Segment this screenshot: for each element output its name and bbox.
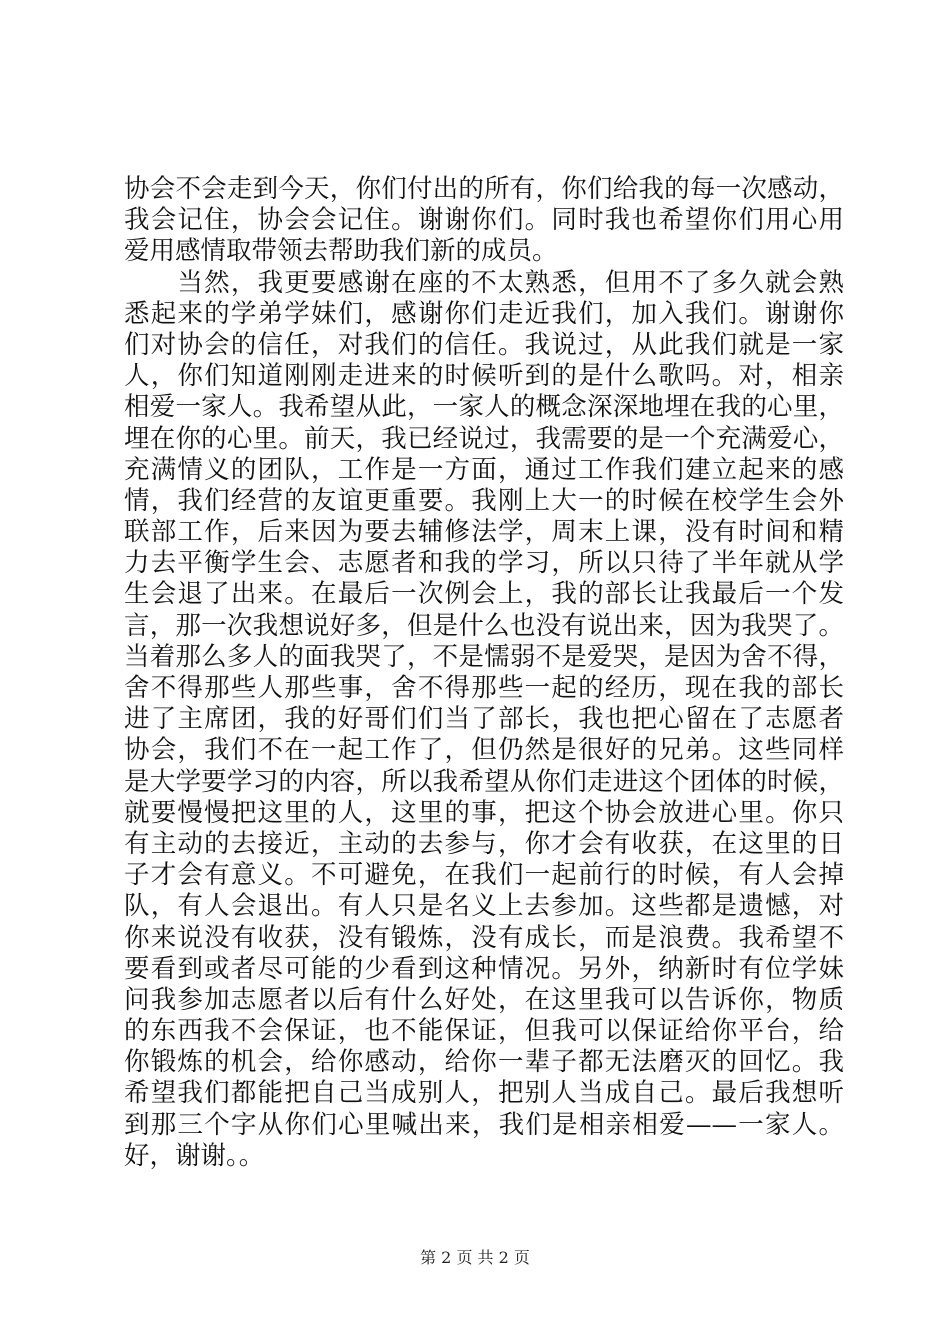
page-footer: 第 2 页 共 2 页 xyxy=(420,1248,530,1267)
text-line: 相爱一家人。我希望从此，一家人的概念深深地埋在我的心里， xyxy=(124,392,844,423)
text-line: 到那三个字从你们心里喊出来，我们是相亲相爱——一家人。 xyxy=(124,1109,844,1140)
text-line: 舍不得那些人那些事，舍不得那些一起的经历，现在我的部长 xyxy=(124,673,844,703)
text-line: 协会不会走到今天，你们付出的所有，你们给我的每一次感动， xyxy=(124,174,844,204)
text-line: 爱用感情取带领去帮助我们新的成员。 xyxy=(124,236,558,267)
text-line: 当然，我更要感谢在座的不太熟悉，但用不了多久就会熟 xyxy=(124,267,844,298)
text-line: 悉起来的学弟学妹们，感谢你们走近我们，加入我们。谢谢你 xyxy=(124,298,844,329)
text-line: 有主动的去接近，主动的去参与，你才会有收获，在这里的日 xyxy=(124,828,844,859)
text-line: 子才会有意义。不可避免，在我们一起前行的时候，有人会掉 xyxy=(124,860,844,891)
text-line: 你来说没有收获，没有锻炼，没有成长，而是浪费。我希望不 xyxy=(124,922,844,953)
text-line: 当着那么多人的面我哭了，不是懦弱不是爱哭，是因为舍不得， xyxy=(124,641,844,672)
text-line: 充满情义的团队，工作是一方面，通过工作我们建立起来的感 xyxy=(124,454,844,485)
text-line: 力去平衡学生会、志愿者和我的学习，所以只待了半年就从学 xyxy=(124,548,844,579)
text-line: 要看到或者尽可能的少看到这种情况。另外，纳新时有位学妹 xyxy=(124,953,844,984)
text-line: 队，有人会退出。有人只是名义上去参加。这些都是遗憾，对 xyxy=(124,891,844,922)
text-line: 的东西我不会保证，也不能保证，但我可以保证给你平台，给 xyxy=(124,1016,844,1047)
text-line: 就要慢慢把这里的人，这里的事，把这个协会放进心里。你只 xyxy=(124,797,844,828)
text-line: 联部工作，后来因为要去辅修法学，周末上课，没有时间和精 xyxy=(124,517,844,548)
text-line: 情，我们经营的友谊更重要。我刚上大一的时候在校学生会外 xyxy=(124,485,844,516)
text-line: 好，谢谢。。 xyxy=(124,1140,265,1171)
text-line: 埋在你的心里。前天，我已经说过，我需要的是一个充满爱心， xyxy=(124,423,844,454)
text-line: 希望我们都能把自己当成别人，把别人当成自己。最后我想听 xyxy=(124,1078,844,1109)
text-line: 言，那一次我想说好多，但是什么也没有说出来，因为我哭了。 xyxy=(124,610,844,641)
text-line: 你锻炼的机会，给你感动，给你一辈子都无法磨灭的回忆。我 xyxy=(124,1047,844,1078)
text-line: 生会退了出来。在最后一次例会上，我的部长让我最后一个发 xyxy=(124,579,844,610)
body-text xyxy=(124,174,844,1172)
text-line: 人，你们知道刚刚走进来的时候听到的是什么歌吗。对，相亲 xyxy=(124,361,844,392)
text-line: 进了主席团，我的好哥们们当了部长，我也把心留在了志愿者 xyxy=(124,704,844,735)
text-line: 是大学要学习的内容，所以我希望从你们走进这个团体的时候， xyxy=(124,766,844,797)
text-line: 我会记住，协会会记住。谢谢你们。同时我也希望你们用心用 xyxy=(124,205,844,236)
text-line: 们对协会的信任，对我们的信任。我说过，从此我们就是一家 xyxy=(124,329,844,360)
text-line: 问我参加志愿者以后有什么好处，在这里我可以告诉你，物质 xyxy=(124,984,844,1015)
text-line: 协会，我们不在一起工作了，但仍然是很好的兄弟。这些同样 xyxy=(124,735,844,766)
